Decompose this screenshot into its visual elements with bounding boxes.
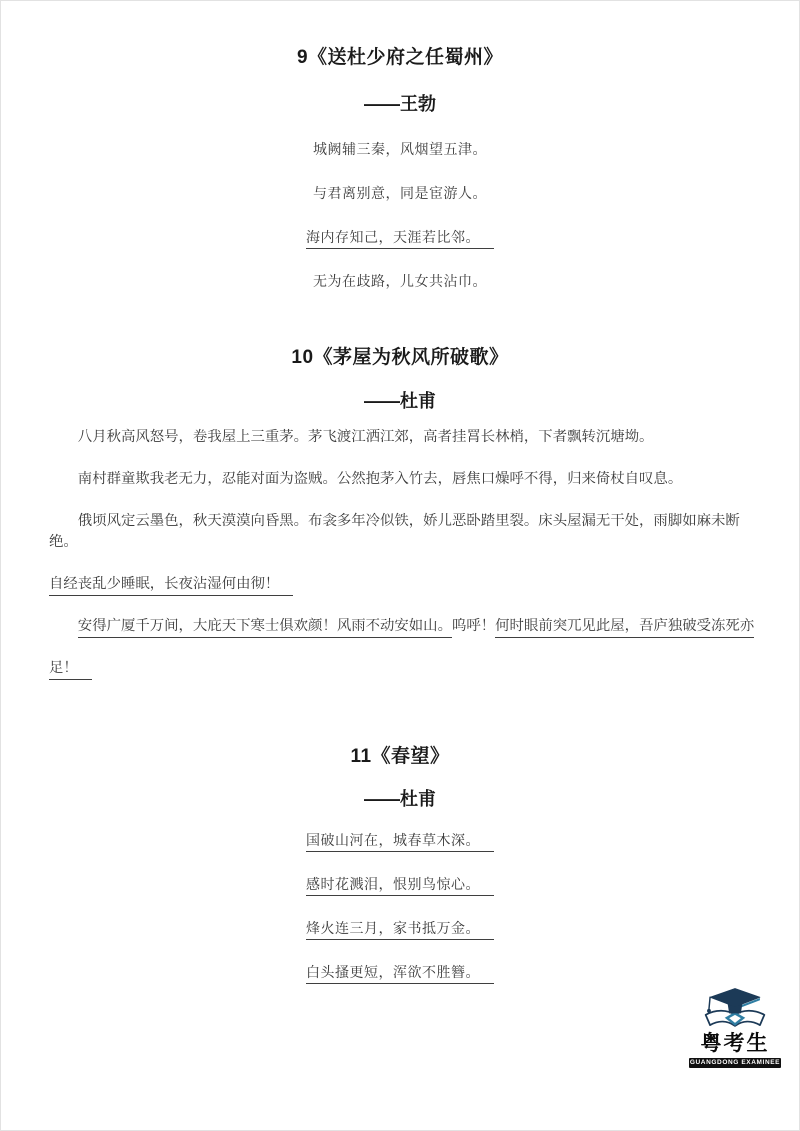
prose-text: 俄顷风定云墨色，秋天漠漠向昏黑。布衾多年冷似铁，娇儿恶卧踏里裂。床头屋漏无干处，雨脚如麻未断绝。 — [49, 513, 740, 550]
prose-text: 八月秋高风怒号，卷我屋上三重茅。茅飞渡江洒江郊，高者挂罥长林梢，下者飘转沉塘坳。 — [77, 429, 654, 445]
poem-verse — [1, 830, 799, 982]
poem-title: 11《春望》 — [350, 746, 450, 767]
brand-name-zh: 粤考生 — [700, 1032, 770, 1055]
poem-author: ——杜甫 — [364, 789, 436, 809]
brand-logo — [683, 987, 787, 1068]
prose-text-underlined: 何时眼前突兀见此屋，吾庐独破受冻死亦 — [495, 618, 754, 638]
graduation-cap-book-icon — [693, 987, 777, 1031]
verse-line — [1, 874, 799, 894]
prose-text: 呜呼！ — [451, 618, 496, 634]
prose-line — [49, 511, 767, 553]
prose-line — [49, 469, 767, 490]
verse-text-underlined: 烽火连三月，家书抵万金。 — [306, 920, 494, 940]
poem-section-10 — [1, 347, 799, 679]
verse-text-underlined: 海内存知己，天涯若比邻。 — [306, 229, 494, 249]
verse-text: 无为在歧路，儿女共沾巾。 — [313, 273, 487, 289]
verse-text-underlined: 白头搔更短，浑欲不胜簪。 — [306, 964, 494, 984]
verse-line — [1, 830, 799, 850]
verse-text: 城阙辅三秦，风烟望五津。 — [313, 141, 487, 157]
poem-title: 9《送杜少府之任蜀州》 — [296, 47, 504, 68]
poem-prose — [1, 427, 799, 679]
verse-text-underlined: 感时花溅泪，恨别鸟惊心。 — [306, 876, 494, 896]
poem-verse — [1, 139, 799, 291]
prose-line — [49, 427, 767, 448]
verse-text-underlined: 国破山河在，城春草木深。 — [306, 832, 494, 852]
prose-text: 南村群童欺我老无力，忍能对面为盗贼。公然抱茅入竹去，唇焦口燥呼不得，归来倚杖自叹息。 — [77, 471, 683, 487]
prose-line — [49, 574, 767, 595]
verse-line — [1, 227, 799, 247]
verse-line — [1, 139, 799, 159]
prose-text-underlined: 足！ — [49, 660, 92, 680]
prose-text-underlined: 安得广厦千万间，大庇天下寒士俱欢颜！风雨不动安如山。 — [78, 618, 452, 638]
prose-line — [49, 658, 767, 679]
poem-section-9 — [1, 47, 799, 291]
poem-author: ——王勃 — [364, 94, 436, 114]
verse-line — [1, 962, 799, 982]
verse-line — [1, 271, 799, 291]
prose-line — [49, 616, 767, 637]
verse-text: 与君离别意，同是宦游人。 — [313, 185, 487, 201]
verse-line — [1, 918, 799, 938]
poem-title: 10《茅屋为秋风所破歌》 — [291, 347, 509, 368]
poem-author: ——杜甫 — [364, 391, 436, 411]
prose-text-underlined: 自经丧乱少睡眠，长夜沾湿何由彻！ — [49, 576, 293, 596]
poem-section-11 — [1, 746, 799, 982]
brand-name-en: GUANGDONG EXAMINEE — [689, 1059, 781, 1066]
verse-line — [1, 183, 799, 203]
